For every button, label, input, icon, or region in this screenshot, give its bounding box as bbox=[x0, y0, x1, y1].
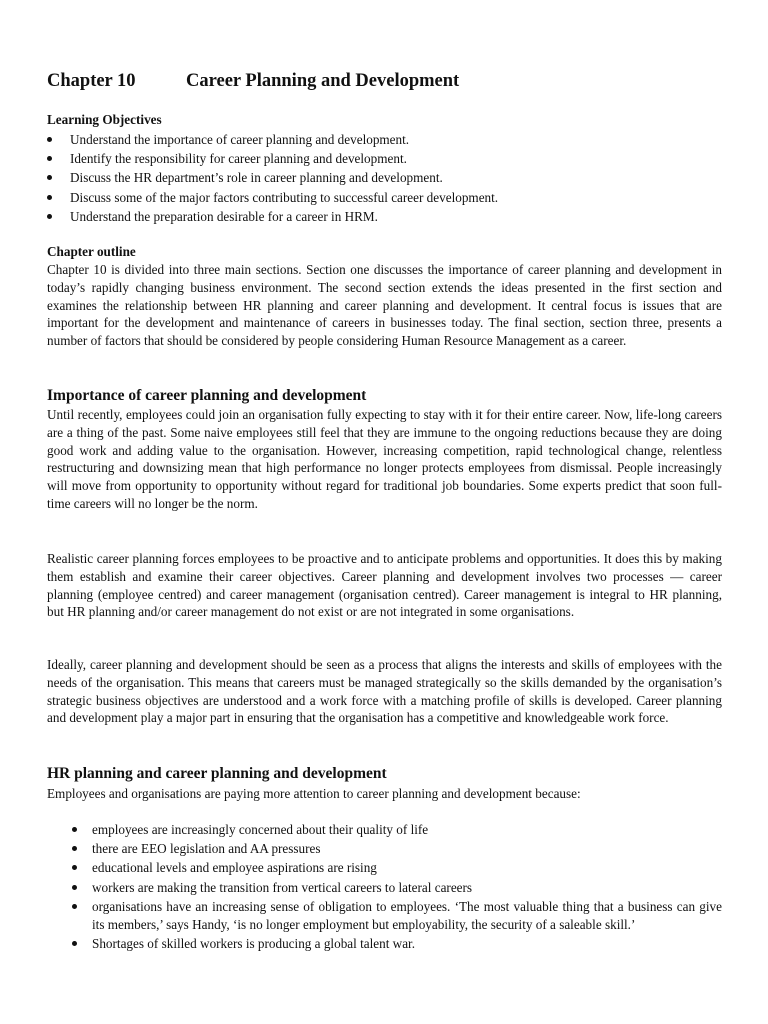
list-item: Discuss some of the major factors contributing to successful career development. bbox=[47, 188, 727, 207]
list-item: Understand the importance of career planning and development. bbox=[47, 130, 727, 149]
chapter-number: Chapter 10 bbox=[47, 71, 136, 91]
chapter-outline-heading: Chapter outline bbox=[47, 244, 136, 259]
learning-objectives-heading: Learning Objectives bbox=[47, 112, 162, 127]
chapter-title bbox=[47, 71, 459, 92]
importance-section-heading: Importance of career planning and development bbox=[47, 387, 367, 404]
hr-planning-reasons-list bbox=[70, 821, 722, 954]
list-item: Identify the responsibility for career planning and development. bbox=[47, 149, 727, 168]
hr-planning-intro: Employees and organisations are paying more attention to career planning and development because: bbox=[47, 786, 581, 801]
list-item: Understand the preparation desirable for a career in HRM. bbox=[47, 207, 727, 226]
list-item: educational levels and employee aspirations are rising bbox=[70, 859, 722, 877]
list-item: employees are increasingly concerned about their quality of life bbox=[70, 821, 722, 839]
list-item: workers are making the transition from vertical careers to lateral careers bbox=[70, 879, 722, 897]
list-item: Discuss the HR department’s role in career planning and development. bbox=[47, 168, 727, 187]
chapter-name: Career Planning and Development bbox=[186, 71, 460, 91]
importance-paragraph-1: Until recently, employees could join an organisation fully expecting to stay with it for their entire career. Now, life-long careers are a thing of the past. Some naive employees still feel that they are immune to the ongoing reductions because they are doing good work and adding value to the organisation. However, increasing competition, rapid technological change, relentless restructuring and downsizing mean that high performance no longer protects employees from dismissal. People increasingly will move from opportunity to opportunity without regard for traditional job boundaries. Some experts predict that soon full-time careers will no longer be the norm. bbox=[47, 407, 722, 511]
list-item: organisations have an increasing sense of obligation to employees. ‘The most valuable thing that a business can give its members,’ says Handy, ‘is no longer employment but employability, the security of a saleable skill.’ bbox=[70, 898, 722, 934]
importance-paragraph-2: Realistic career planning forces employees to be proactive and to anticipate problems and opportunities. It does this by making them establish and examine their career objectives. Career planning and development involves two processes — career planning (employee centred) and career management (organisation centred). Career management is integral to HR planning, but HR planning and/or career management do not exist or are not integrated in some organisations. bbox=[47, 551, 722, 620]
hr-planning-section-heading: HR planning and career planning and development bbox=[47, 765, 387, 782]
chapter-outline-paragraph: Chapter 10 is divided into three main sections. Section one discusses the importance of career planning and development in today’s rapidly changing business environment. The second section extends the ideas presented in the first section and examines the relationship between HR planning and career planning and development. It central focus is issues that are important for the development and maintenance of careers in businesses today. The final section, section three, presents a number of factors that should be considered by people considering Human Resource Management as a career. bbox=[47, 262, 722, 349]
learning-objectives-list bbox=[47, 130, 727, 226]
list-item: Shortages of skilled workers is producing a global talent war. bbox=[70, 935, 722, 953]
list-item: there are EEO legislation and AA pressures bbox=[70, 840, 722, 858]
importance-paragraph-3: Ideally, career planning and development should be seen as a process that aligns the interests and skills of employees with the needs of the organisation. This means that careers must be managed strategically so the skills demanded by the organisation’s strategic business objectives are understood and a work force with a matching profile of skills is developed. Career planning and development play a major part in ensuring that the organisation has a competitive and knowledgeable work force. bbox=[47, 657, 722, 726]
